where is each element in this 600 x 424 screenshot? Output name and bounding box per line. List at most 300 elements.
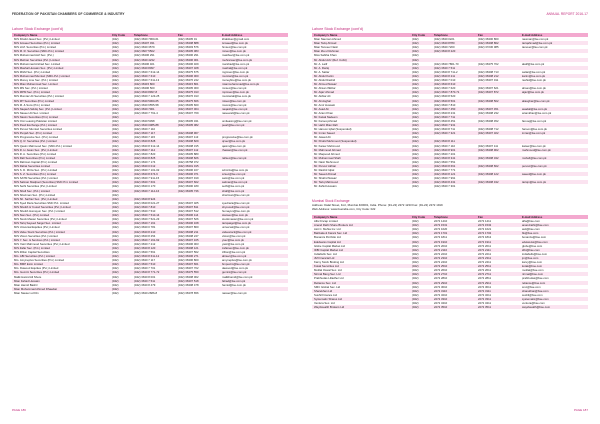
left-table-row-cell: (042) 3630 8 674-6 — [134, 172, 158, 177]
right2-table-row-cell: 2272 1911 — [478, 239, 492, 244]
left-table-row-cell: yasir@lse.com.pk — [222, 241, 245, 246]
left-table-row-cell: (042) 3630 7 521-23 — [134, 217, 160, 222]
left-table-row-cell: (042) — [112, 229, 119, 234]
right2-table-row-cell: (022) — [412, 239, 419, 244]
right-table-row-cell: Mian Tanveer Nasir — [314, 45, 339, 50]
left-table-row-cell: M/S M. R. Securities (SMC-Pvt.) Limited — [14, 49, 64, 54]
left-header-row-cell: Telephone — [134, 33, 148, 37]
right2-table-row-cell: 2272 2211 — [478, 251, 492, 256]
left-table-row-cell: M/s. Dawood Equities (Pvt.) Limited — [14, 266, 59, 271]
right-table-row-cell: (042) 36308 713 — [478, 69, 499, 74]
left-table-row-cell: (042) — [112, 209, 119, 214]
right2-table-row-cell: (022) — [412, 243, 419, 248]
right-table-row-cell: (042) 36307 322 — [478, 131, 499, 136]
right2-table-row-cell: 2272 3410 — [434, 300, 448, 305]
right-table-row-cell: (042) 3630 8 610 — [434, 82, 456, 87]
left-table-row-cell: M/S Muhammad Asif Sec. (Pvt.) — [14, 53, 54, 58]
left-table-row-cell: (042) 3630 0 781 — [134, 225, 156, 230]
left-table-row-cell: vision@lse.com.pk — [222, 233, 246, 238]
left-table-row-cell: (042) 3630 8 924 — [134, 196, 156, 201]
right-page — [300, 0, 600, 424]
right2-table-row-cell: 2272 2310 — [434, 255, 448, 260]
left-table-row-cell: M/S S. Z. Securities (Pvt.) Limited — [14, 172, 56, 177]
right-table-row-cell: Mr. Jawed Ali — [314, 135, 331, 140]
right-table-row-cell: (042) 36308 342 — [478, 155, 499, 160]
right2-table-row-cell: prabhudas@bse.com — [522, 276, 549, 281]
right2-table-row-cell: (022) — [412, 231, 419, 236]
left-header-row-cell: Fax — [178, 33, 183, 37]
right2-table-row-cell: bk@bse.com — [522, 231, 539, 236]
right2-table-row-cell: way2wealth@bse.com — [522, 305, 551, 310]
right-table-row-cell: (042) — [412, 118, 419, 123]
left-table-row-cell: (042) — [112, 127, 119, 132]
left-table-row-cell: khalidsec@gmail.com — [222, 37, 250, 42]
left-table-row-cell: (042) — [112, 69, 119, 74]
left-table-row-cell: (042) 3630 7 114-16 — [134, 188, 160, 193]
left-table-row-cell: (042) 36306 001 — [178, 57, 199, 62]
right-header-row-cell: City Code — [412, 33, 426, 37]
left-table-row-cell: (042) 3630 8 479 — [134, 282, 156, 287]
right-table-row-cell: (042) 3630 7 301 — [434, 184, 456, 189]
right-table-row-cell: rashid@lse.com.pk — [522, 78, 546, 83]
right2-table-row-cell: sharekhan@bse.com — [522, 288, 549, 293]
right-table-row-cell: Mr. Shahid Nawaz — [314, 176, 337, 181]
left-table-row-cell: ysec@lse.com.pk — [222, 237, 244, 242]
right2-table-row-cell: 2272 2111 — [478, 247, 491, 252]
right2-table-row-cell: 2272 3310 — [434, 296, 448, 301]
left-table-row-cell: mashal@lse.com.pk — [222, 65, 248, 70]
right2-table-row-cell: 2272 2110 — [434, 247, 448, 252]
right-table-row-cell: (042) — [412, 45, 419, 50]
left-table-row-cell: (042) — [112, 78, 119, 83]
left-table-row-cell: (042) 36306 291 — [134, 53, 155, 58]
right2-table-row-cell: 2272 1411 — [478, 219, 492, 224]
left-table-row-cell: (042) 36308 247 — [178, 233, 199, 238]
right2-table-row-cell: 2272 3110 — [434, 288, 448, 293]
left-table-row-cell: (042) 36308 211 — [178, 229, 199, 234]
left-table-row-cell: (042) — [112, 266, 119, 271]
right2-table-row-cell: Kotak Securities Ltd — [314, 264, 339, 269]
right2-table-row-cell: 2272 3011 — [478, 284, 492, 289]
left-table-row-cell: (042) 3630 7 510 — [134, 209, 156, 214]
left-table-row-cell: (042) 36307 661 — [178, 262, 199, 267]
left-table-row-cell: (042) 3630 8 021-27 — [134, 200, 160, 205]
right-table-row-cell: (042) 3630 8 220 — [434, 49, 456, 54]
right-table-row-cell: (042) 36308 212 — [478, 73, 499, 78]
left-table-row-cell: szsec@lse.com.pk — [222, 172, 246, 177]
left-table-row-cell: (042) — [112, 241, 119, 246]
left-table-row-cell: hmsec@lse.com.pk — [222, 45, 247, 50]
left-table-row-cell: M/s. Amyneplus Securities (Pvt.) Limited — [14, 258, 65, 263]
left-table-row-cell: Mian Fahad Hussain — [14, 278, 40, 283]
right2-table-row-cell: ventura@bse.com — [522, 300, 545, 305]
right-table-row-cell: (042) 36307 011 — [478, 78, 499, 83]
right-table-row-cell: (042) — [412, 61, 419, 66]
left-table-row-cell: mehransec@lse.com.pk — [222, 57, 253, 62]
left-table-row-cell: (042) 3630 3579 — [134, 45, 155, 50]
left-table-row-cell: M/S Mashal Hussain Sec. (Pvt.) Limited — [14, 65, 64, 70]
left-table-row-cell: (042) 3630 7 115 — [134, 135, 156, 140]
left-table-row-cell: (042) 3630 7 701 — [134, 266, 156, 271]
right-table-row-cell: (042) 36308 232 — [478, 110, 499, 115]
right2-table-row-cell: 2272 2511 — [478, 264, 492, 269]
left-table-row-cell: M/S Pervez Mumtaz Securities Limited — [14, 127, 63, 132]
right-table-row-cell: (042) — [412, 180, 419, 185]
left-table-row-cell: masifsec@lse.com.pk — [222, 53, 250, 58]
left-table-row-cell: stansec@lse.com.pk — [222, 213, 248, 218]
right-table-row-cell: (042) 3630 7 511 — [434, 65, 456, 70]
right-table-row-cell: (042) 3630 8 711-2 — [434, 69, 458, 74]
right2-table-row-cell: 2272 1702 — [478, 231, 492, 236]
right-table-row-cell: (042) — [412, 168, 419, 173]
left-table-row-cell: (042) 3630 8 210 — [134, 229, 156, 234]
left-table-row-cell: (042) — [112, 147, 119, 152]
right2-table-row-cell: 2272 2911 — [478, 280, 492, 285]
left-table-row-cell: M/S MN Sec. (Pvt.) Limited — [14, 86, 48, 91]
left-table-row-cell: (042) — [112, 82, 119, 87]
left-table-row-cell: (042) 36307 025 — [178, 200, 199, 205]
right2-header-row-cell: City Code — [412, 215, 426, 219]
left-table-row-cell: mtsec@lse.com.pk — [222, 98, 246, 103]
right-table-row-cell: (042) 3630 8 121 — [434, 172, 456, 177]
right2-table-row-cell: 2272 2610 — [434, 268, 448, 273]
right-table-row-cell: (042) 36308 452 — [478, 118, 499, 123]
right2-table-row-cell: (022) — [412, 268, 419, 273]
right2-table-row-cell: (022) — [412, 288, 419, 293]
right-table-row-cell: (042) 36307 111 — [478, 143, 499, 148]
right-table-row-cell: Mr. Pervez Akhtar — [314, 164, 337, 168]
left-table-row-cell: M/S Universal Equities (Pvt.) Limited — [14, 225, 60, 230]
left-table-row-cell: (042) — [112, 225, 119, 230]
right-table-row-cell: aijaz@lse.com.pk — [522, 90, 544, 95]
left-table-row-cell: (042) 36307 518 — [178, 278, 199, 283]
right-table-row-cell: (042) 3630 7 110 — [434, 143, 456, 148]
left-table-row-cell: (042) — [112, 274, 119, 279]
left-table-row-cell: M/S Mian Muhammad Sec. Limited — [14, 82, 58, 87]
left-table-row-cell: M/S Naqash Siddiq Sec. (Pvt.) Limited — [14, 106, 62, 111]
left-table-row-cell: (042) 36306 409 — [178, 61, 199, 66]
left-table-row-cell: (042) 36301 015 — [178, 164, 199, 168]
left-table-row-cell: (042) 36307 112 — [178, 147, 199, 152]
right-table-row-cell: (042) 36308 502 — [478, 98, 499, 103]
left-table-row-cell: (042) 3630 7 601 — [134, 180, 156, 185]
left-table-row-cell: M/S Stock Master Securities (Pvt.) Limited — [14, 217, 67, 222]
left-table-row-cell: (042) — [112, 221, 119, 226]
left-table-row-cell: (042) 3630 7 820 — [134, 151, 156, 156]
left-table-row-cell: (042) 36376 242 — [178, 78, 199, 83]
left-table-row-cell: (042) 36378 656 — [178, 290, 199, 295]
right2-table-row-cell: (022) — [412, 219, 419, 224]
left-directory-table — [12, 33, 288, 295]
right-table-row-cell: Mr. Imran Saeed — [314, 131, 335, 136]
right-table-row-cell: nauman@lse.com.pk — [522, 37, 549, 42]
left-table-row-cell: (042) 36308 002 — [178, 274, 199, 279]
left-table-row-cell: (042) — [112, 184, 119, 189]
left-table-row-cell: nasser@lse.com.pk — [222, 290, 247, 295]
left-table-row-cell: (042) 3630 0085-88 — [134, 123, 159, 128]
right-table-row-cell: (042) 36308 902 — [478, 147, 499, 152]
left-table-row-cell: (042) 3630 8 828 — [134, 139, 156, 144]
left-table-row-cell: naqash@lse.com.pk — [222, 106, 248, 111]
right2-table-row-cell: Batlivala & Karani Sec. Ltd — [314, 231, 348, 236]
left-table-row-cell: qrsec@lse.com.pk — [222, 139, 246, 144]
right-table-row-cell: Mr. Hafiz Mian Rafi — [314, 123, 338, 128]
left-table-row-cell: (042) — [112, 90, 119, 95]
right-table-row-cell: (042) 36307 451 — [478, 106, 499, 111]
right-table-row-cell: Mr. Farooq Ahmad — [314, 118, 338, 123]
left-table-row-cell: (042) — [112, 41, 119, 46]
right-table-row-cell: mshafi@lse.com.pk — [522, 155, 547, 160]
right2-table-row-cell: 2272 3210 — [434, 292, 448, 297]
left-table-row-cell: (042) — [112, 237, 119, 242]
right-table-row-cell: Mian Nauman Ahmed — [314, 37, 341, 42]
left-table-row-cell: (042) 36315 801 — [178, 82, 199, 87]
right-table-row-cell: (042) 36308 712 — [478, 127, 499, 132]
left-table-row-cell: (042) 36300 180 — [178, 184, 199, 189]
left-table-row-cell: (042) 36306 167 — [178, 168, 199, 173]
left-table-row-cell: zafarsec@lse.com.pk — [222, 245, 249, 250]
left-table-row-cell: (042) 36315 800 — [134, 82, 155, 87]
left-table-row-cell: M/S Omi Leasing Pakistan Limited — [14, 118, 57, 123]
left-table-row-cell: ismaeel@lse.com.pk — [222, 41, 248, 46]
right2-table-row-cell: smc@bse.com — [522, 284, 541, 289]
left-table-row-cell: M/S Mehran Securities (Pvt.) Limited — [14, 57, 60, 62]
left-table-row-cell: (042) 3630 7 511 — [134, 278, 156, 283]
right2-table-row-cell: Edelweiss Capital Ltd — [314, 239, 341, 244]
left-table-row-cell: (042) — [112, 188, 119, 193]
left-table-row-cell: M/s. BMP Exim Limited — [14, 262, 43, 267]
left-table-row-cell: (042) 3630 7 610 — [134, 73, 156, 78]
left-table-row-cell: M/S Money Line Sec. (Pvt.) Limited — [14, 78, 58, 83]
right2-table-row-cell: 2272 2710 — [434, 272, 448, 277]
left-table-row-cell: (042) 36307 031 — [134, 41, 155, 46]
left-table-row-cell: (042) 3630 7960-61 — [134, 37, 159, 42]
right-table-row-cell: Mr. Rashid Iqbal — [314, 168, 335, 173]
left-table-row-cell: M/S Progressive Sec. (Pvt.) Limited — [14, 135, 59, 140]
left-table-row-cell: msons@lse.com.pk — [222, 102, 247, 107]
left-table-row-cell: (042) 3630 8 120 — [134, 245, 156, 250]
right-table-row-cell: aliasghar@lse.com.pk — [522, 98, 550, 103]
left-section-title: Lahore Stock Exchange (cont'd) — [12, 27, 64, 31]
right-table-row-cell: (042) — [412, 123, 419, 128]
left-table-row-cell: (042) — [112, 106, 119, 111]
left-table-row-cell: (042) — [112, 65, 119, 70]
right2-table-row-cell: 2272 2510 — [434, 264, 448, 269]
left-table-row-cell: (042) 36306 271 — [178, 254, 199, 259]
left-table-row-cell: (042) 36308 478 — [178, 282, 199, 287]
right-table-row-cell: (042) 3630 7 931 — [434, 123, 456, 128]
right2-table-row-cell: 2272 2711 — [478, 272, 492, 277]
left-header-row-cell: Company's Name — [14, 33, 38, 37]
right-table-row-cell: Mr. A. Latif — [314, 61, 328, 66]
left-table-row-cell: (042) 36306 500 — [134, 86, 155, 91]
left-table-row-cell: (042) 3630 7 612-14 — [134, 69, 160, 74]
right2-table-row-cell: (022) — [412, 296, 419, 301]
left-table-row-cell: (042) 36308 888 — [178, 41, 199, 46]
right2-table-row-cell: (022) — [412, 227, 419, 232]
right2-table-row-cell: alfa@bse.com — [522, 219, 540, 224]
right2-table-row-cell: Way2wealth Brokers Ltd — [314, 305, 345, 310]
right-table-row-cell: Mr. A. Raziq — [314, 65, 330, 70]
left-table-row-cell: humayun@lse.com.pk — [222, 209, 250, 214]
left-table-row-cell: (042) 36305 01 — [178, 37, 197, 42]
left-table-row-cell: M/S MGM Sec. (Pvt.) Limited — [14, 69, 51, 74]
right2-table-row-cell: (022) — [412, 255, 419, 260]
left-table-row-cell: (042) 3630 0 170 — [134, 184, 156, 189]
left-table-row-cell: (042) — [112, 290, 119, 295]
left-table-row-cell: (042) 36307 512 — [178, 209, 199, 214]
left-table-row-cell: (042) — [112, 262, 119, 267]
right-table-row-cell: tariqahmad@lse.com.pk — [522, 41, 553, 46]
right-table-row-cell: (042) — [412, 69, 419, 74]
left-table-row-cell: (042) — [112, 61, 119, 66]
right2-table-row-cell: anandrathi@bse.com — [522, 223, 549, 228]
left-table-row-cell: M/S Rafi Securities (Pvt.) Limited — [14, 155, 56, 160]
left-table-row-cell: M/S Nasim Securities (Pvt.) Limited — [14, 114, 58, 119]
right-table-row-cell: Mr. Tariq Mahmood — [314, 180, 338, 185]
right-page-number: PAGE 187 — [574, 408, 588, 412]
right-table-row-cell: Mr. Ali Asghar — [314, 98, 332, 103]
right-table-row-cell: (042) 36308 862 — [478, 41, 499, 46]
exchange-note-line: Address: Dalal Street, Fort, Mumbai 400001, India. Phone: (91-22) 2272 1233 Fax: (91-22) 2272 1919 — [312, 203, 443, 207]
left-table-row-cell: (042) 36307 811 — [178, 204, 199, 209]
right-table-row-cell: (042) 3630 7 010 — [434, 78, 456, 83]
right2-table-row-cell: 2272 3211 — [478, 292, 492, 297]
exchange-note — [312, 199, 588, 211]
left-table-row-cell: Mian Hamid Bashir — [14, 282, 38, 287]
right-header-row-cell: E-mail Address — [522, 33, 543, 37]
right-table-row-cell: (042) 3630 7 810 — [434, 102, 456, 107]
right-table-row-cell: (042) — [412, 65, 419, 70]
left-table-row-cell: (042) 36306 003 — [178, 241, 199, 246]
left-table-row-cell: M/S Stan Sec. (Pvt.) Limited — [14, 213, 50, 218]
right-table-row-cell: (042) — [412, 110, 419, 115]
left-table-row-cell: zillion@lse.com.pk — [222, 249, 246, 254]
left-table-row-cell: shafi@lse.com.pk — [222, 188, 245, 193]
right-table-row-cell: ahsan@lse.com.pk — [522, 86, 546, 91]
left-table-row-cell: (042) — [112, 168, 119, 173]
left-table-row-cell: shyousuf@lse.com.pk — [222, 204, 250, 209]
left-table-row-cell: M/S Tariq Sayeed Saigol Sec. Limited — [14, 221, 61, 226]
left-table-row-cell: (042) 3630 7 810 — [134, 204, 156, 209]
right-table-row-cell: (042) 3630 8 501 — [434, 98, 456, 103]
right2-table-row-cell: 2272 3311 — [478, 296, 492, 301]
right-table-row-cell: (042) — [412, 184, 419, 189]
right-table-row-cell: sattar@lse.com.pk — [522, 69, 546, 74]
right-table-row-cell: (042) — [412, 106, 419, 111]
right-table-row-cell: pervez@lse.com.pk — [522, 164, 547, 168]
left-table-row-cell: Mian Nasser ud Din — [14, 290, 39, 295]
right-table-row-cell: Mian Zia ul Rehman — [314, 49, 340, 54]
right-table-row-cell: (042) — [412, 164, 419, 168]
left-table-row-cell: (042) 3630 7 117 — [134, 258, 156, 263]
left-table-row-cell: (042) 3630 7 161 — [134, 221, 156, 226]
left-table-row-cell: (042) — [112, 217, 119, 222]
left-table-row-cell: universal@lse.com.pk — [222, 225, 250, 230]
left-table-row-cell: (042) 36305 660 — [178, 102, 199, 107]
right2-table-row-cell: Sushil Finance Ltd — [314, 292, 338, 297]
left-table-row-cell: gemini@lse.com.pk — [222, 270, 247, 275]
right2-table-row-cell: Prabhudas Lilladher Ltd — [314, 276, 344, 281]
right2-table-row-cell: 2272 2611 — [478, 268, 492, 273]
left-table-row-cell: moneyline@lse.com.pk — [222, 78, 251, 83]
left-table-row-cell: (042) 36305 083 — [178, 49, 199, 54]
right-table-row-cell: Mr. Maqsood Ahmed — [314, 151, 340, 156]
right2-header-row-cell: Fax — [478, 215, 483, 219]
right2-table-row-cell: 2272 1910 — [434, 239, 448, 244]
right-table-row-cell: (042) 3630 7200 — [434, 45, 455, 50]
left-table-row-cell: (042) 36307 028 — [178, 65, 199, 70]
left-table-row-cell: (042) 3630 7 114 — [134, 147, 156, 152]
right2-table-row-cell: kotak@bse.com — [522, 264, 543, 269]
right-table-row-cell: Mr. Amir Hussain — [314, 102, 336, 107]
left-table-row-cell: (042) 3607 5502 — [134, 49, 155, 54]
left-table-row-cell: (042) — [112, 196, 119, 201]
left-table-row-cell: (042) 36375 666 — [178, 98, 199, 103]
right-table-row-cell: (042) 3630 7 870-71 — [434, 90, 460, 95]
right2-table-row-cell: 2272 1410 — [434, 219, 448, 224]
right-header-row-cell: Fax — [478, 33, 483, 37]
exchange-note-title: Mumbai Stock Exchange — [312, 199, 350, 203]
left-table-row-cell: (042) — [112, 123, 119, 128]
right2-table-row-cell: 2272 2910 — [434, 280, 448, 285]
right2-table-row-cell: sushil@bse.com — [522, 292, 543, 297]
right2-table-row-cell: reliance@bse.com — [522, 280, 546, 285]
left-table-row-cell: rhawan@lse.com.pk — [222, 147, 248, 152]
right2-table-row-cell: 2272 1621 — [478, 227, 492, 232]
right-table-row-cell: Mr. Faisal Nadeem — [314, 114, 338, 119]
right2-table-row-cell: 2272 3111 — [478, 288, 491, 293]
left-table-row-cell: Malik Hamid Ali Shere — [14, 274, 42, 279]
left-table-row-cell: pearl@lse.com.pk — [222, 123, 245, 128]
right-header-row-cell: Telephone — [434, 33, 448, 37]
right2-table-row-cell: (022) — [412, 284, 419, 289]
right-table-row-cell: alatif@lse.com.pk — [522, 61, 545, 66]
right-table-row-cell: Mr. A. Sattar — [314, 69, 330, 74]
right-table-row-cell: (042) — [412, 57, 419, 62]
right2-table-row-cell: 2272 1620 — [434, 227, 448, 232]
left-table-row-cell: M/s. Gemini Securities (Pvt.) Limited — [14, 270, 60, 275]
right-table-row-cell: (042) 3630 7 201 — [434, 151, 456, 156]
left-table-row-cell: (042) 36375 550 — [178, 270, 199, 275]
left-table-row-cell: (042) — [112, 278, 119, 283]
right-table-row-cell: (042) 36375 702 — [478, 61, 499, 66]
left-table-row-cell: (042) — [112, 155, 119, 160]
right2-table-row-cell: 2272 2311 — [478, 255, 492, 260]
left-table-row-cell: (042) — [112, 143, 119, 148]
left-table-row-cell: (042) 36308 121 — [178, 245, 199, 250]
left-table-row-cell: (042) — [112, 139, 119, 144]
left-table-row-cell: omileasing@lse.com.pk — [222, 118, 252, 123]
right-table-row-cell: Mian Tariq Ahmad — [314, 41, 337, 46]
left-table-row-cell: (042) 36305 341 — [178, 118, 199, 123]
left-table-row-cell: (042) — [112, 176, 119, 181]
right-table-row-cell: (042) — [412, 90, 419, 95]
left-table-row-cell: (042) 36307 165 — [178, 237, 199, 242]
right-table-row-cell: (042) 3630 8780 — [434, 41, 455, 46]
right2-table-row-cell: 2272 3510 — [434, 305, 448, 310]
left-table-row-cell: (042) — [112, 204, 119, 209]
right2-table-row-cell: idbi@bse.com — [522, 247, 540, 252]
left-table-row-cell: syedraza@lse.com.pk — [222, 200, 250, 205]
left-table-row-cell: (042) 36306 000 — [178, 73, 199, 78]
left-table-row-cell: (042) — [112, 118, 119, 123]
right-table-row-cell: Mr. Ahmed Nawaz — [314, 82, 337, 87]
right-table-row-cell: (042) — [412, 94, 419, 99]
right-table-row-cell: (042) 3630 7 551 — [434, 159, 456, 164]
right-table-row-cell: (042) — [412, 131, 419, 136]
right-table-row-cell: (042) 3630 8 901 — [434, 147, 456, 152]
